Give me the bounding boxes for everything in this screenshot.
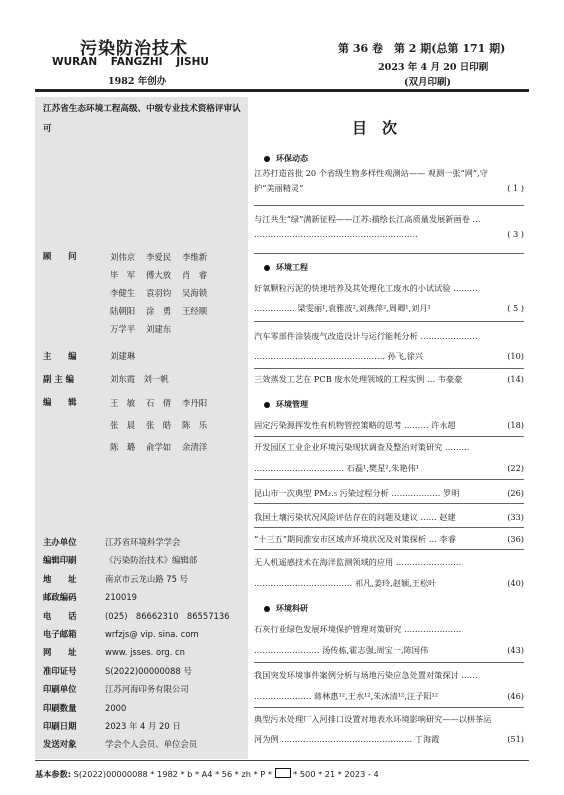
editor-name: 张 晨 [110,420,136,430]
advisors-list [110,250,218,337]
info-label: 电 话 [43,610,77,621]
entry-divider [254,321,524,322]
info-value: wrfzjs@ vip. sina. com [105,629,199,640]
toc-entry[interactable]: 开发园区工业企业环境污染现状调查及整治对策研究 ……… …………………………… 石磊¹,樊星²,朱艳伟¹ (22) [254,442,524,473]
journal-pinyin: WURAN FANGZHI JISHU [52,56,209,68]
advisor-name: 王经顺 [182,306,208,316]
toc-entry[interactable]: 我国突发环境事件案例分析与场地污染应急处置对策探讨 …… ………………… 蒋林惠¹²,王水¹²,朱冰清¹²,汪子阳¹² (46) [254,670,524,701]
deputy-editor-label: 副 主 编 [43,374,74,384]
section-heading: 环保动态 [264,153,308,164]
editors-list [110,396,218,455]
editor-name: 李丹阳 [182,398,208,408]
info-value: S(2022)00000088 号 [105,665,192,676]
advisor-name: 李爱民 [146,252,172,262]
info-label: 主办单位 [43,537,77,547]
footer-rule [35,760,529,761]
info-label: 邮政编码 [43,592,77,603]
info-label: 准印证号 [43,665,77,676]
entry-divider [254,549,524,550]
info-value: 学会个人会员、单位会员 [105,739,198,750]
advisor-name: 毕 军 [110,270,136,280]
info-value: 《污染防治技术》编辑部 [105,555,198,566]
advisor-name: 陆朝阳 [110,306,136,316]
info-value: www. jsses. org. cn [105,647,185,658]
publication-info [43,535,248,753]
bullet-icon [264,402,270,408]
info-label: 电子邮箱 [43,629,77,640]
editor-name: 王 敏 [110,398,136,408]
bullet-icon [264,606,270,612]
editors-label: 编 辑 [43,397,77,407]
publication-frequency: (双月印刷) [404,77,451,88]
advisor-name: 吴海锁 [182,288,208,298]
info-value: 2023 年 4 月 20 日 [105,721,181,732]
printed-date: 2023 年 4 月 20 日印刷 [378,62,489,73]
advisor-name: 傅大放 [146,270,172,280]
toc-entry[interactable]: 好氧颗粒污泥的快速培养及其处理化工废水的小试试验 ……… …………… 梁雯丽¹,袁雅波²,刘燕萍²,周卿¹,刘月¹ ( 5 ) [254,283,524,313]
editor-name: 余清洋 [182,442,208,452]
toc-entry[interactable]: “十三五”期间淮安市区域声环境状况及对策探析 … 李睿 (36) [254,534,524,544]
bullet-icon [264,265,270,271]
journal-title: 污染防治技术 [80,39,188,59]
info-label: 发送对象 [43,739,77,750]
info-label: 地 址 [43,573,77,584]
advisor-name: 刘建东 [146,324,172,334]
info-value: (025) 86662310 86557136 [105,610,230,621]
editor-name: 张 皓 [146,420,172,430]
toc-entry[interactable]: 典型污水处理厂入河排口设置对地表水环境影响研究——以栟茶运 河为例 ………………………………………… 丁海霞 (51) [254,714,524,744]
journal-founded: 1982 年创办 [108,76,167,87]
entry-divider [254,205,524,206]
advisor-name: 李维新 [182,252,208,262]
toc-entry[interactable]: 我国土壤污染状况风险评估存在的问题及建议 …… 赵建 (33) [254,512,524,522]
info-label: 编辑印刷 [43,555,77,566]
approval-note: 江苏省生态环境工程高级、中级专业技术资格评审认可 [43,104,241,134]
toc-entry[interactable]: 石灰行业绿色发展环境保护管理对策研究 ………………… …………………… 汤传栋,霍志强,周宝一,陈国伟 (43) [254,624,524,655]
toc-entry[interactable]: 江苏打造首批 20 个省级生物多样性观测站—— 观测一张“网”,守 护“美丽精灵” ( 1 ) [254,168,524,193]
section-heading: 环境管理 [264,399,308,410]
issue-number: 第 36 卷 第 2 期(总第 171 期) [338,42,506,55]
entry-divider [254,479,524,480]
info-label: 印刷数量 [43,702,77,713]
toc-entry[interactable]: 与江共生“绿”满新征程——江苏:描绘长江高质量发展新画卷 … …………………………………………………… ( 3 ) [254,212,524,242]
info-value: 2000 [105,702,127,713]
entry-divider [254,503,524,504]
advisor-name: 袁羽钧 [146,288,172,298]
entry-divider [254,368,524,369]
advisor-name: 肖 睿 [182,270,208,280]
editor-name: 陈 乐 [182,420,208,430]
section-heading: 环境工程 [264,262,308,273]
toc-entry[interactable]: 固定污染源挥发性有机物管控策略的思考 ……… 许永超 (18) [254,420,524,430]
info-value: 江苏河海印务有限公司 [105,684,189,695]
toc-entry[interactable]: 无人机遥感技术在海洋监测领域的应用 …………………… ……………………………… 祁凡,姜玲,赵颖,王松叶 (40) [254,557,524,588]
editor-in-chief: 刘建琳 [110,351,136,361]
deputy-editors: 刘东霞 刘一帆 [110,374,169,384]
toc-entry[interactable]: 昆山市一次典型 PM₂.₅ 污染过程分析 ……………… 罗明 (26) [254,488,524,498]
editor-name: 俞学如 [146,442,172,452]
editor-name: 陈 璐 [110,442,136,452]
advisor-name: 涂 勇 [146,306,172,316]
advisor-name: 万学平 [110,324,136,334]
entry-divider [254,253,524,254]
info-label: 印刷单位 [43,684,77,695]
editor-in-chief-label: 主 编 [43,351,77,361]
toc-title: 目 次 [352,119,398,137]
advisor-name: 刘伟京 [110,252,136,262]
entry-divider [254,662,524,663]
entry-divider [254,436,524,437]
blank-box-icon [275,768,291,778]
advisors-label: 顾 问 [43,251,77,261]
info-label: 网 址 [43,647,77,658]
basic-parameters: 基本参数: S(2022)00000088 * 1982 * b * A4 * 56 * zh * P * * 500 * 21 * 2023 - 4 [35,769,379,779]
info-label: 印刷日期 [43,721,77,732]
info-value: 南京市云龙山路 75 号 [105,573,188,584]
advisor-name: 李健生 [110,288,136,298]
bullet-icon [264,156,270,162]
header-rule [35,89,529,92]
toc-entry[interactable]: 三效蒸发工艺在 PCB 废水处理领域的工程实例 … 韦豪豪 (14) [254,374,524,384]
section-heading: 环境科研 [264,603,308,614]
editor-name: 石 倩 [146,398,172,408]
toc-entry[interactable]: 汽车零部件涂装废气改造设计与运行能耗分析 ………………… ………………………………………… 孙飞,徐兴 (10) [254,331,524,361]
info-value: 210019 [105,592,137,603]
info-value: 江苏省环境科学学会 [105,537,181,547]
entry-divider [254,527,524,528]
entry-divider [254,707,524,708]
